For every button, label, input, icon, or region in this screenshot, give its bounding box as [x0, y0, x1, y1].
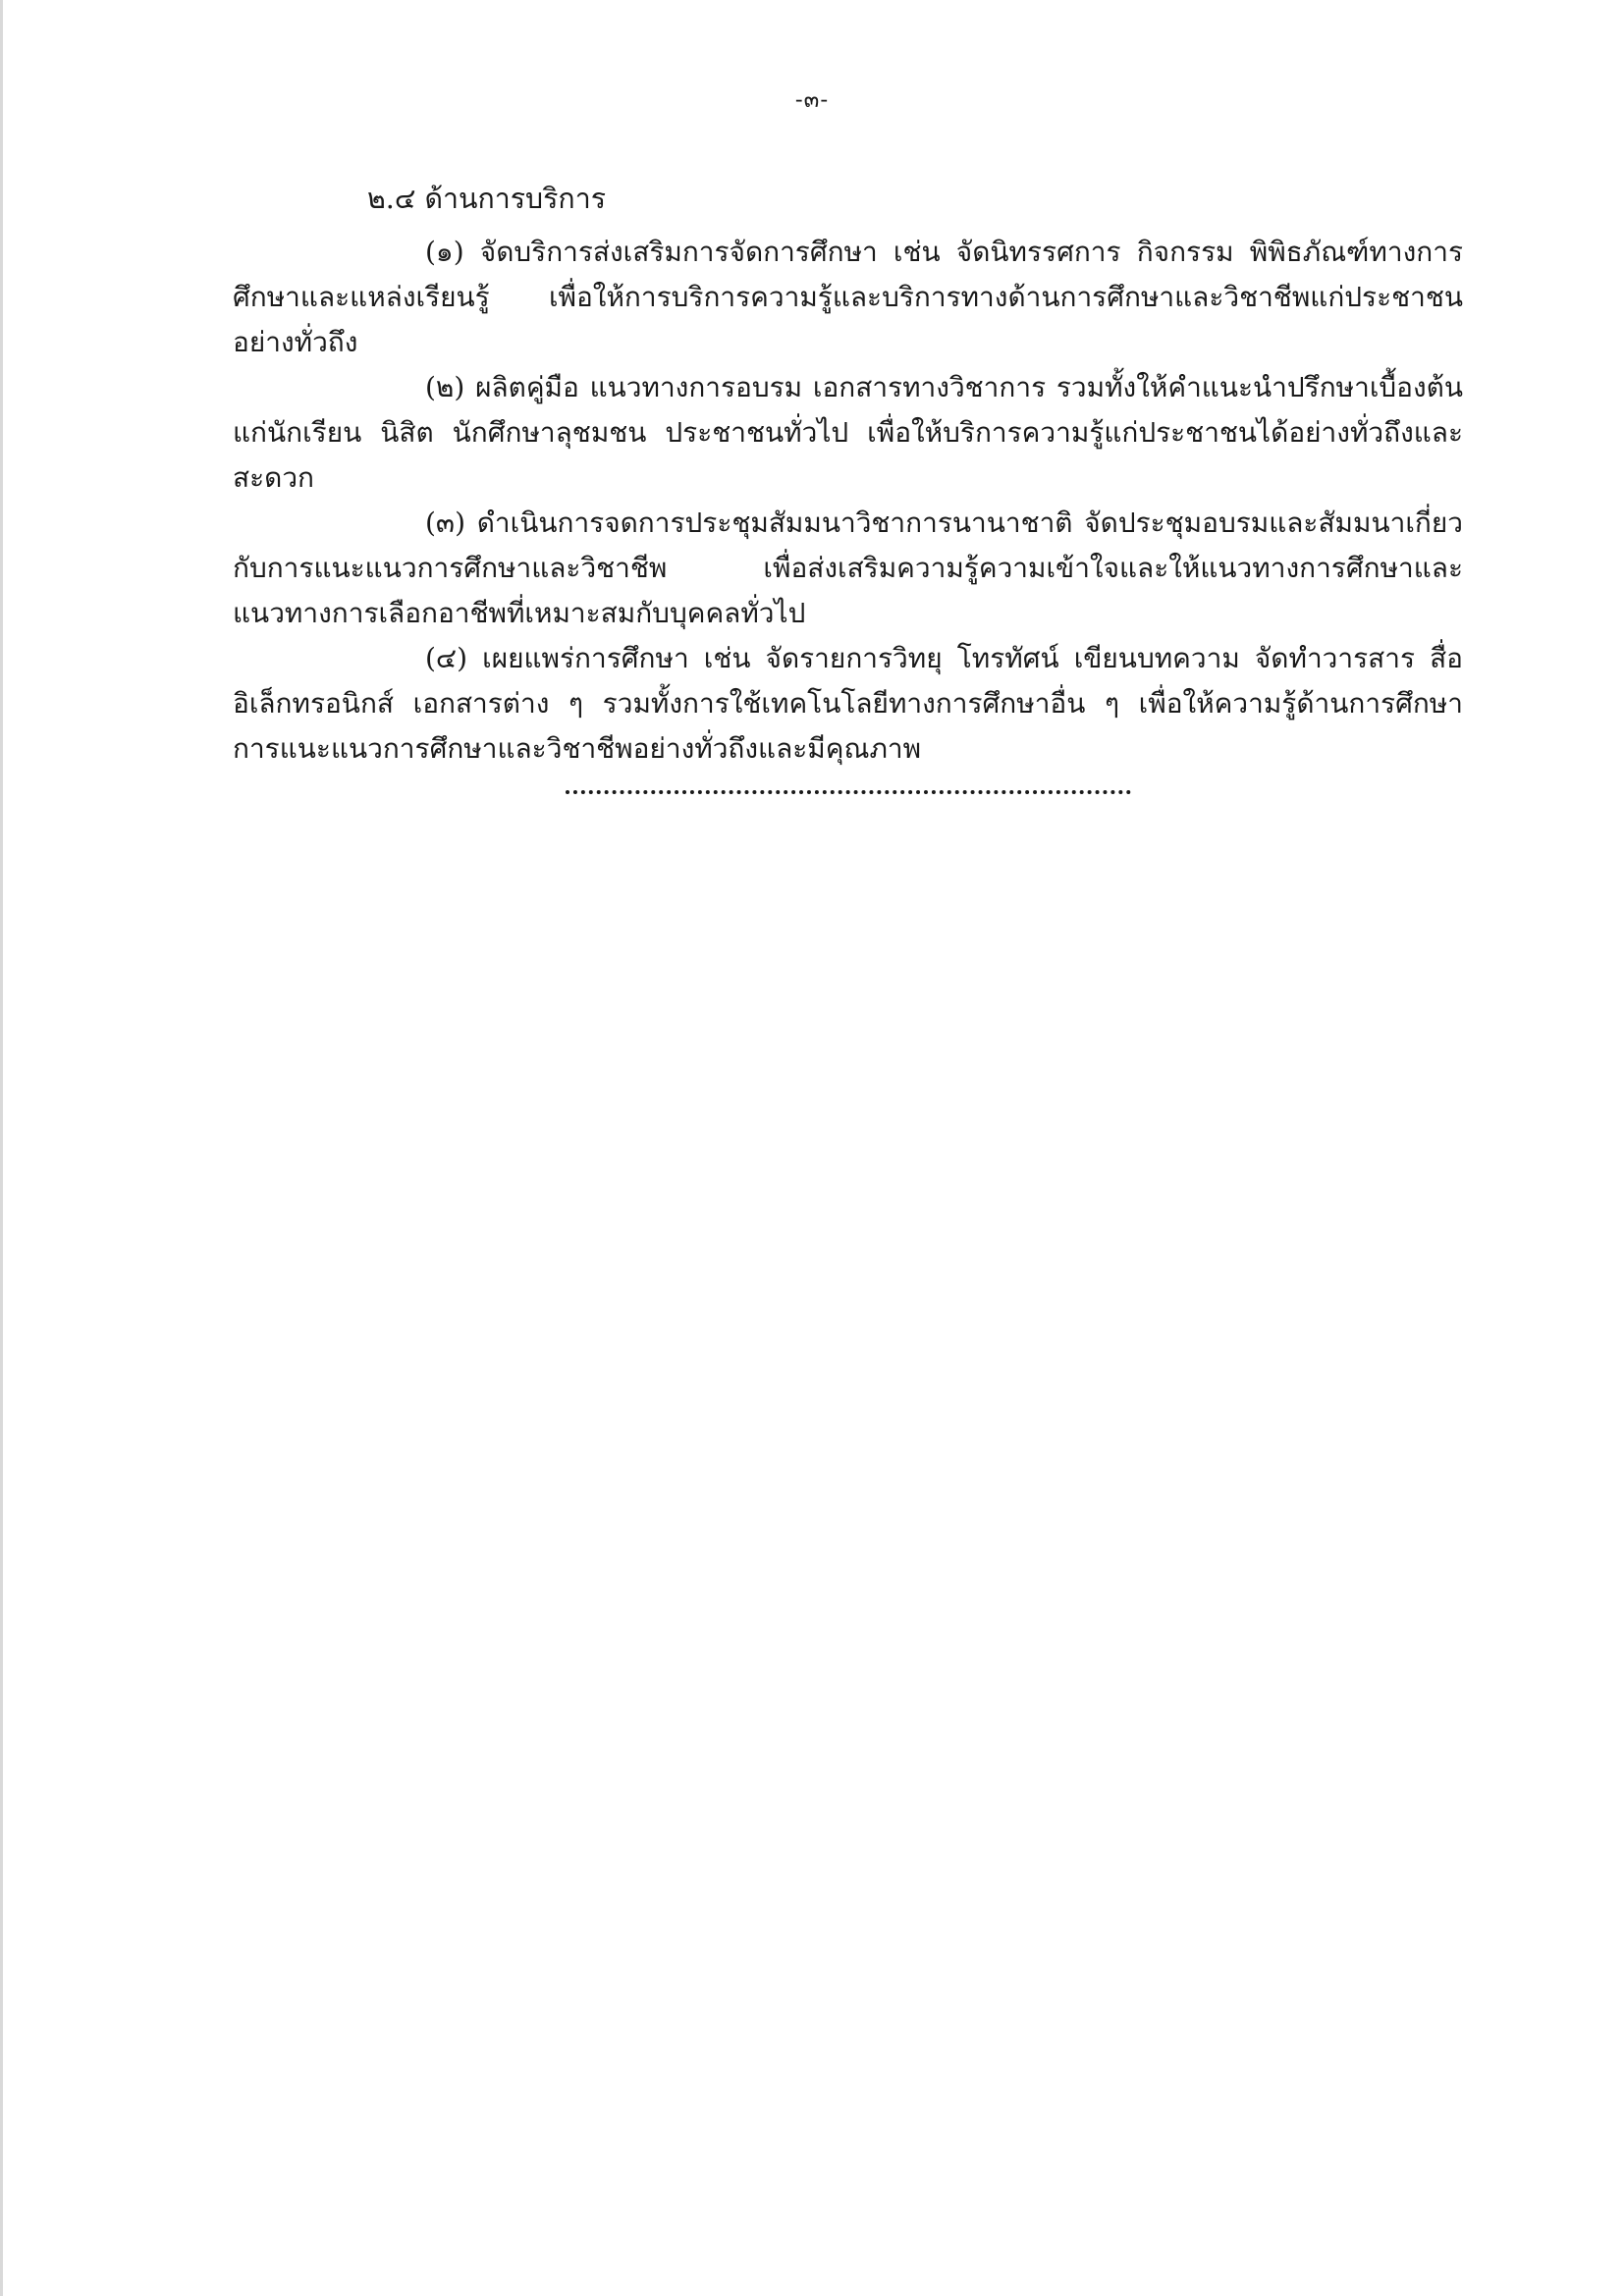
list-item-1: (๑) จัดบริการส่งเสริมการจัดการศึกษา เช่น จัดนิทรรศการ กิจกรรม พิพิธภัณฑ์ทางการศึกษาและแหล่งเรียนรู้ เพื่อให้การบริการความรู้และบริการทางด้านการศึกษาและวิชาชีพแก่ประชาชนอย่างทั่วถึง [233, 236, 1463, 358]
document-body [233, 177, 1463, 772]
page-left-edge [0, 0, 3, 2296]
closing-dotted-rule [566, 790, 1131, 798]
section-heading: ๒.๔ ด้านการบริการ [367, 183, 607, 215]
list-item-3: (๓) ดำเนินการจดการประชุมสัมมนาวิชาการนานาชาติ จัดประชุมอบรมและสัมมนาเกี่ยวกับการแนะแนวการศึกษาและวิชาชีพ เพื่อส่งเสริมความรู้ความเข้าใจและให้แนวทางการศึกษาและแนวทางการเลือกอาชีพที่เหมาะสมกับบุคคลทั่วไป [233, 507, 1463, 629]
page-number: -๓- [794, 87, 830, 113]
list-item-2: (๒) ผลิตคู่มือ แนวทางการอบรม เอกสารทางวิชาการ รวมทั้งให้คำแนะนำปรึกษาเบื้องต้นแก่นักเรียน นิสิต นักศึกษาลุชมชน ประชาชนทั่วไป เพื่อให้บริการความรู้แก่ประชาชนได้อย่างทั่วถึงและสะดวก [233, 371, 1463, 494]
list-item-4: (๔) เผยแพร่การศึกษา เช่น จัดรายการวิทยุ โทรทัศน์ เขียนบทความ จัดทำวารสาร สื่ออิเล็กทรอนิกส์ เอกสารต่าง ๆ รวมทั้งการใช้เทคโนโลยีทางการศึกษาอื่น ๆ เพื่อให้ความรู้ด้านการศึกษาการแนะแนวการศึกษาและวิชาชีพอย่างทั่วถึงและมีคุณภาพ [233, 642, 1463, 765]
